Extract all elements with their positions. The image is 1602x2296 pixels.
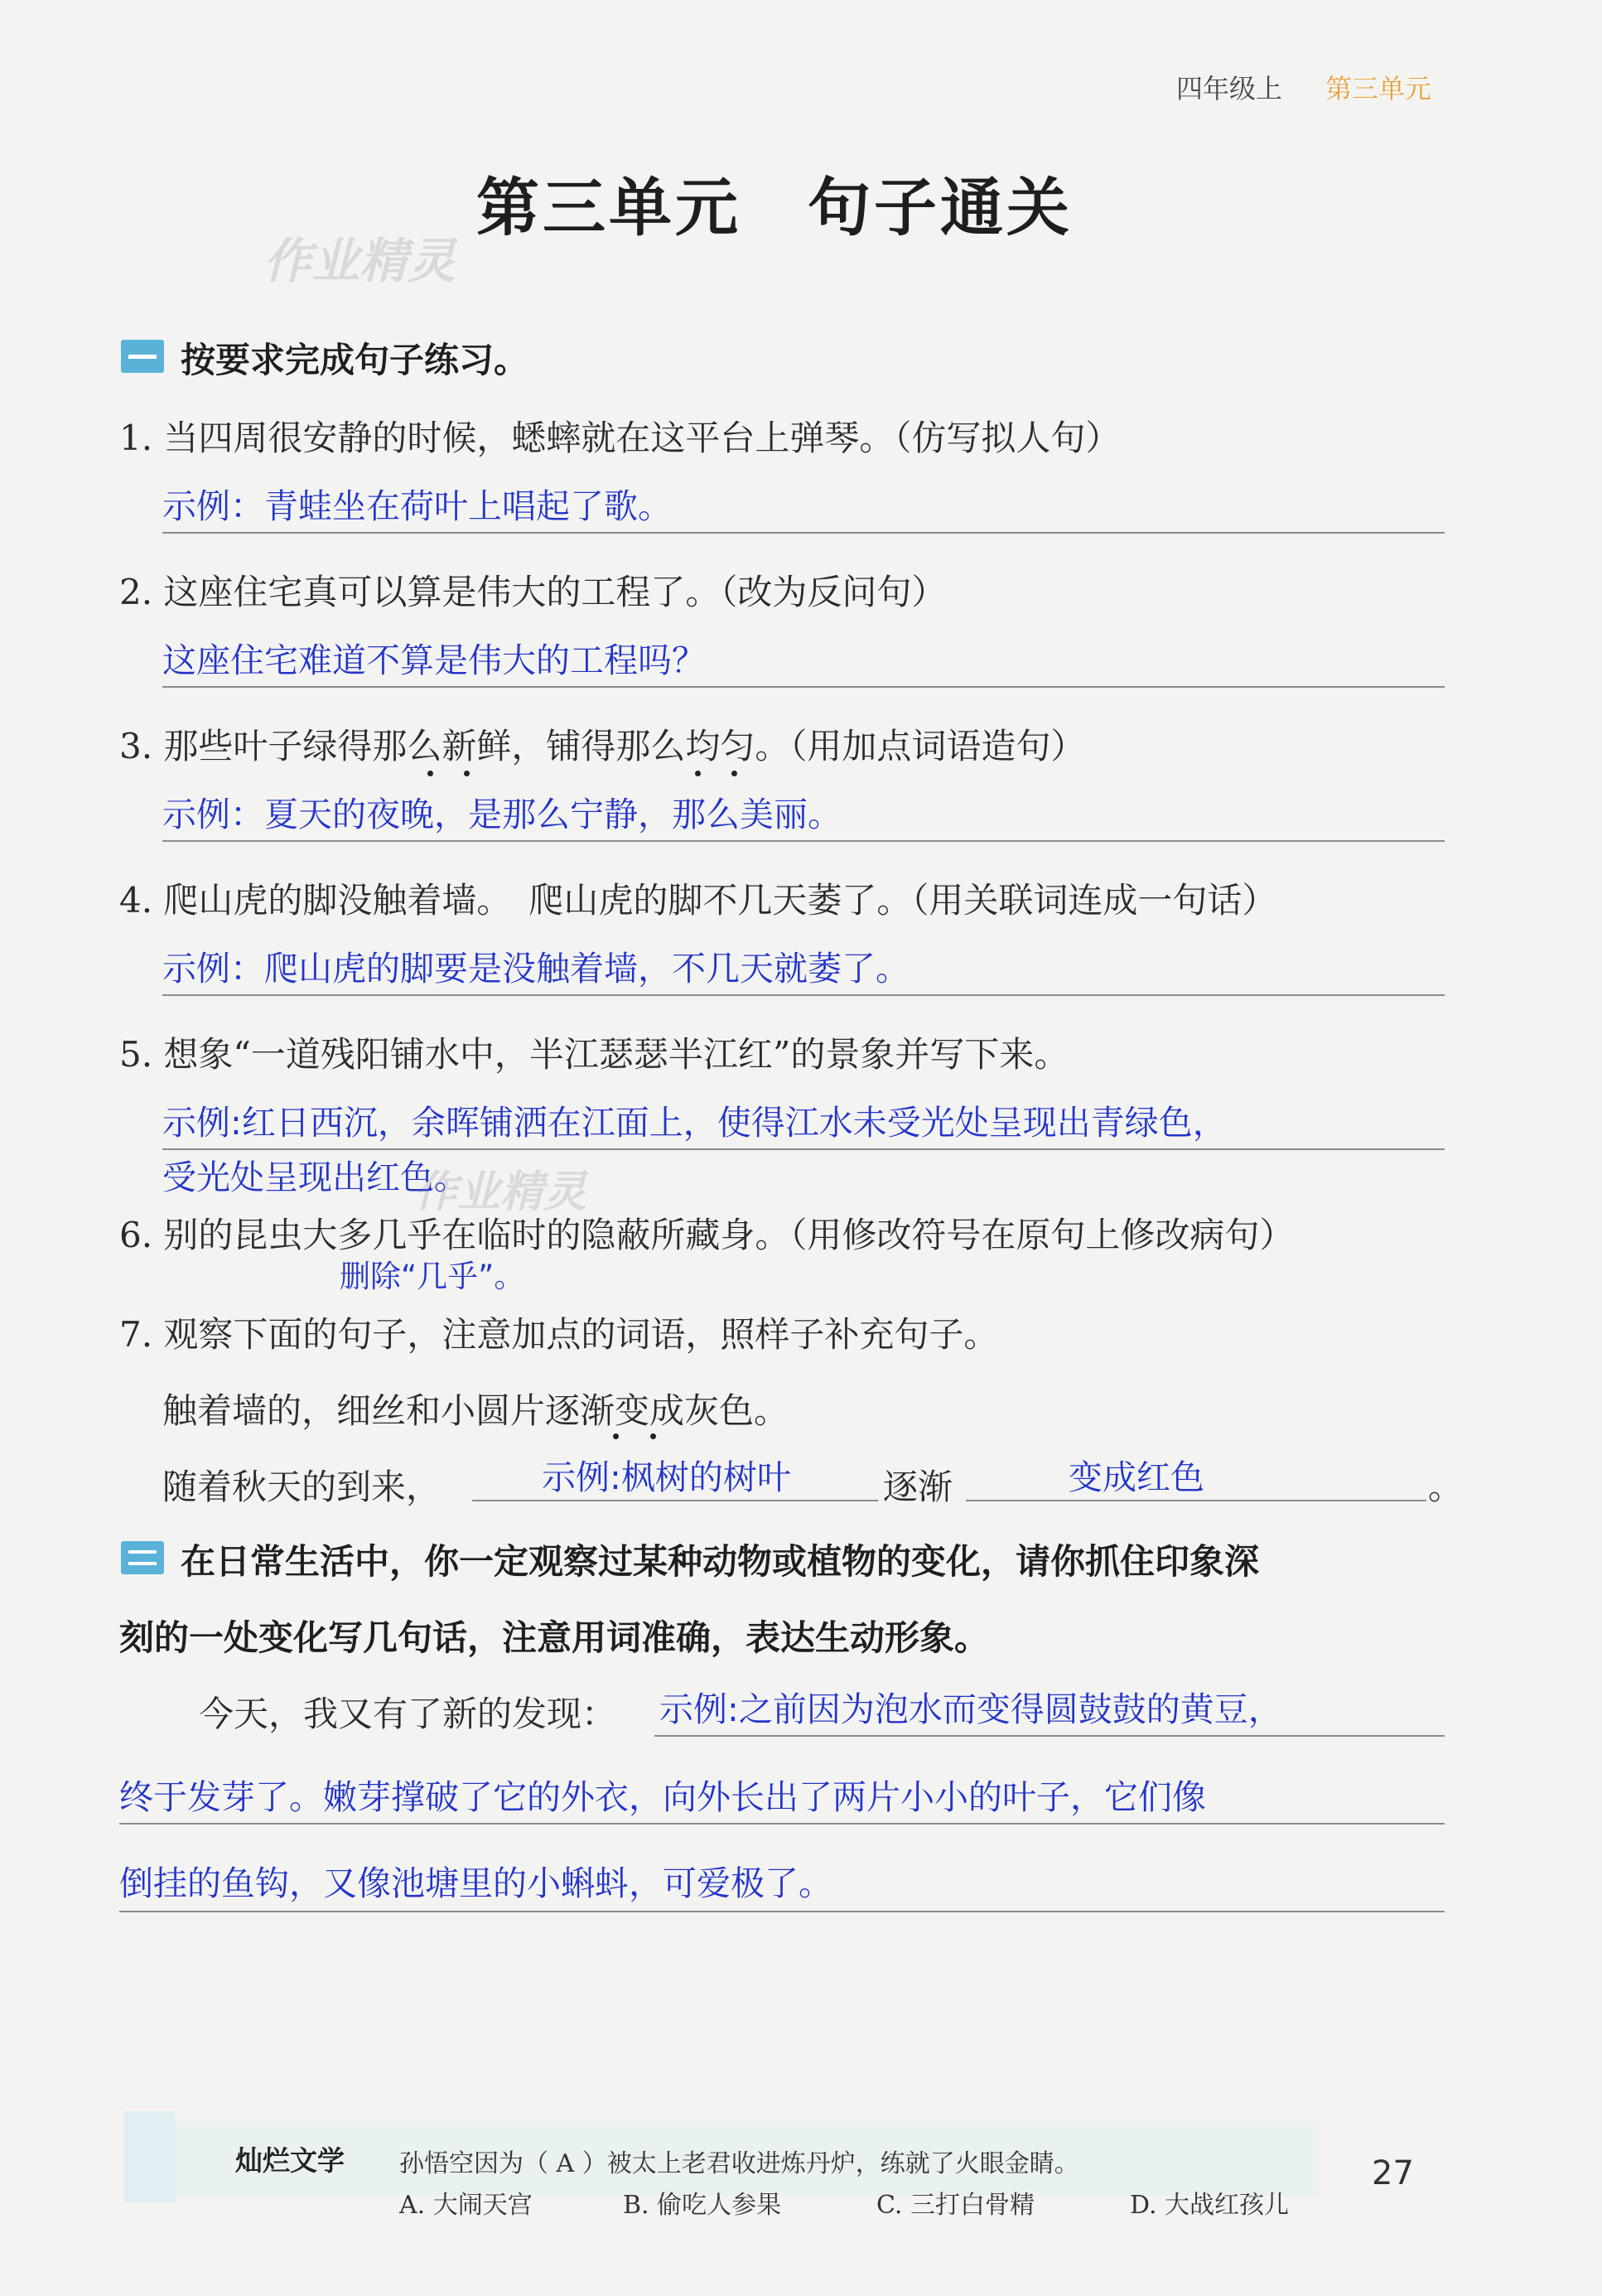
emphasis-dot (613, 1433, 619, 1439)
section-two-badge (121, 1541, 164, 1574)
fill-line-2 (966, 1500, 1426, 1501)
emphasis-dot (464, 771, 470, 776)
section-two-line-3 (119, 1911, 1445, 1912)
section-two-answer-1[interactable]: 示例:之前因为泡水而变得圆鼓鼓的黄豆， (659, 1689, 1282, 1729)
question-1: 1. 当四周很安静的时候，蟋蟀就在这平台上弹琴。（仿写拟人句） (119, 418, 1121, 458)
footer-option-d: D. 大战红孩儿 (1130, 2191, 1290, 2220)
section-two-answer-3[interactable]: 倒挂的鱼钩，又像池塘里的小蝌蚪，可爱极了。 (119, 1863, 832, 1903)
section-one-heading: 按要求完成句子练习。 (181, 340, 529, 380)
question-3: 3. 那些叶子绿得那么新鲜，铺得那么均匀。（用加点词语造句） (119, 726, 1086, 766)
watermark: 作业精灵 (414, 1167, 587, 1217)
emphasis-dot (650, 1433, 656, 1439)
question-5: 5. 想象“一道残阳铺水中，半江瑟瑟半江红”的景象并写下来。 (119, 1034, 1069, 1075)
fill-mid: 逐渐 (883, 1467, 953, 1507)
section-two-heading-line-2: 刻的一处变化写几句话，注意用词准确，表达生动形象。 (119, 1617, 990, 1658)
section-two-prompt: 今天，我又有了新的发现： (199, 1694, 617, 1734)
fill-blank-2[interactable]: 变成红色 (1069, 1457, 1204, 1497)
answer-line-2 (162, 686, 1445, 688)
question-2: 2. 这座住宅真可以算是伟大的工程了。（改为反问句） (119, 572, 947, 612)
footer-option-b: B. 偷吃人参果 (623, 2191, 782, 2220)
answer-6[interactable]: 删除“几乎”。 (340, 1259, 525, 1294)
answer-4[interactable]: 示例：爬山虎的脚要是没触着墙，不几天就萎了。 (162, 949, 910, 988)
footer-decoration (124, 2111, 176, 2202)
answer-line-3 (162, 840, 1445, 842)
answer-1[interactable]: 示例：青蛙坐在荷叶上唱起了歌。 (162, 486, 672, 526)
footer-question: 孙悟空因为（ A ）被太上老君收进炼丹炉，练就了火眼金睛。 (399, 2149, 1079, 2178)
footer-label: 灿烂文学 (235, 2144, 345, 2177)
footer-option-c: C. 三打白骨精 (876, 2191, 1035, 2220)
emphasis-dot (731, 771, 737, 776)
answer-5-line-2[interactable]: 受光处呈现出红色。 (162, 1158, 468, 1197)
answer-line-4 (162, 994, 1445, 996)
example-sentence: 触着墙的，细丝和小圆片逐渐变成灰色。 (162, 1390, 789, 1431)
answer-line-1 (162, 532, 1445, 534)
footer-option-a: A. 大闹天宫 (399, 2191, 533, 2220)
answer-5-line-1[interactable]: 示例:红日西沉，余晖铺洒在江面上，使得江水未受光处呈现出青绿色， (162, 1103, 1227, 1143)
question-4: 4. 爬山虎的脚没触着墙。 爬山虎的脚不几天萎了。（用关联词连成一句话） (119, 880, 1277, 921)
question-6: 6. 别的昆虫大多几乎在临时的隐蔽所藏身。（用修改符号在原句上修改病句） (119, 1215, 1295, 1255)
unit-label: 第三单元 (1325, 73, 1432, 104)
emphasis-dot (427, 771, 433, 776)
fill-end: 。 (1428, 1467, 1464, 1507)
answer-2[interactable]: 这座住宅难道不算是伟大的工程吗？ (162, 640, 706, 680)
watermark: 作业精灵 (263, 233, 456, 289)
section-two-line-1 (654, 1735, 1445, 1737)
section-one-badge (121, 340, 164, 373)
section-two-heading-line-1: 在日常生活中，你一定观察过某种动物或植物的变化，请你抓住印象深 (181, 1541, 1260, 1582)
emphasis-dot (695, 771, 701, 776)
question-7: 7. 观察下面的句子，注意加点的词语，照样子补充句子。 (119, 1314, 999, 1355)
grade-label: 四年级上 (1176, 73, 1283, 104)
section-two-line-2 (119, 1823, 1445, 1825)
answer-3[interactable]: 示例：夏天的夜晚，是那么宁静，那么美丽。 (162, 795, 842, 834)
fill-line-1 (472, 1500, 878, 1501)
fill-prefix: 随着秋天的到来， (162, 1467, 442, 1507)
page-number: 27 (1372, 2154, 1414, 2192)
fill-blank-1[interactable]: 示例:枫树的树叶 (542, 1457, 791, 1497)
page-title: 第三单元 句子通关 (476, 171, 1073, 244)
section-two-answer-2[interactable]: 终于发芽了。嫩芽撑破了它的外衣，向外长出了两片小小的叶子，它们像 (119, 1777, 1206, 1817)
